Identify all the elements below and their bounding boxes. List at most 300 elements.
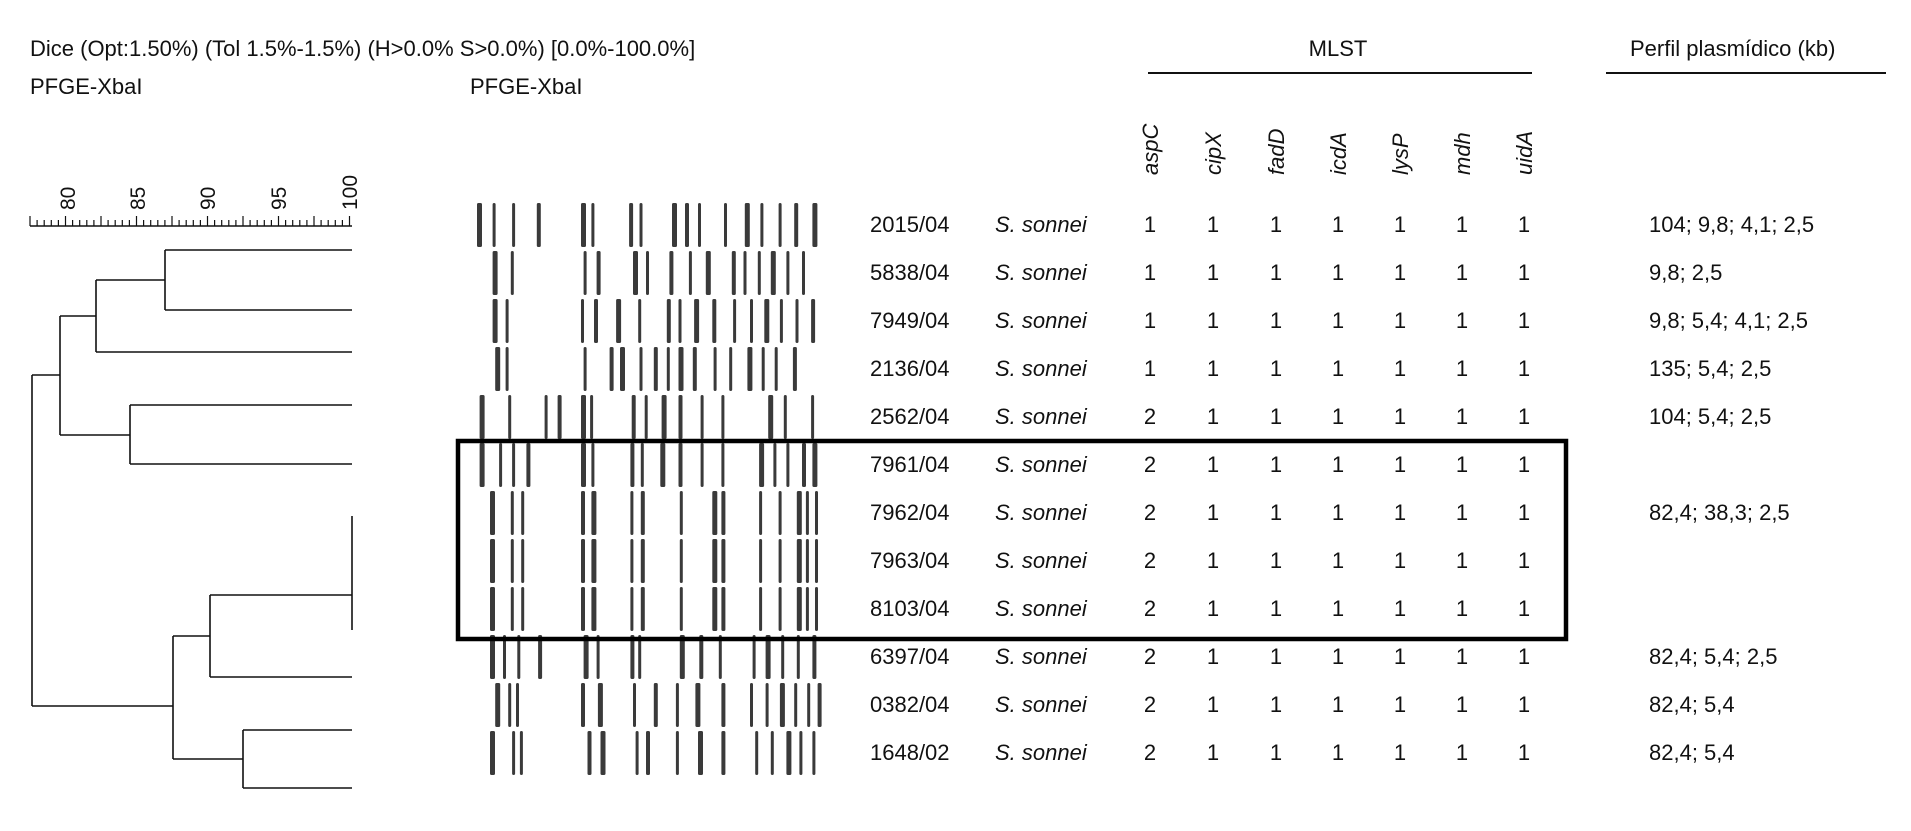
mlst-allele: 1 (1393, 740, 1407, 765)
mlst-allele: 1 (1269, 596, 1283, 621)
gel-band (630, 443, 634, 487)
gel-band (667, 347, 670, 391)
gel-band (799, 731, 802, 775)
gel-band (744, 251, 747, 295)
gel-band (645, 395, 648, 439)
gel-band (641, 587, 645, 631)
gel-band (712, 539, 717, 583)
mlst-allele: 1 (1331, 740, 1345, 765)
mlst-allele: 1 (1517, 212, 1531, 237)
mlst-allele: 1 (1269, 452, 1283, 477)
gel-band (780, 299, 783, 343)
gel-band (581, 539, 585, 583)
gel-band (581, 203, 586, 247)
mlst-allele: 1 (1331, 212, 1345, 237)
scale-tick-label: 95 (268, 186, 291, 210)
mlst-gene-header: fadD (1264, 128, 1289, 175)
plasmid-profile-title: Perfil plasmídico (kb) (1630, 36, 1836, 61)
mlst-allele: 1 (1455, 452, 1469, 477)
mlst-allele: 1 (1393, 644, 1407, 669)
gel-band (759, 539, 762, 583)
gel-band (802, 443, 806, 487)
gel-band (630, 539, 633, 583)
gel-band (680, 491, 683, 535)
mlst-allele: 1 (1269, 644, 1283, 669)
mlst-allele: 1 (1331, 260, 1345, 285)
isolate-id: 0382/04 (870, 692, 950, 717)
gel-band (812, 203, 817, 247)
isolate-id: 7963/04 (870, 548, 950, 573)
gel-band (597, 251, 601, 295)
species-name: S. sonnei (995, 644, 1087, 669)
species-name: S. sonnei (995, 356, 1087, 381)
mlst-allele: 1 (1331, 548, 1345, 573)
gel-band (712, 299, 716, 343)
mlst-allele: 1 (1517, 548, 1531, 573)
gel-band (591, 491, 596, 535)
gel-band (584, 347, 587, 391)
gel-band (632, 395, 636, 439)
mlst-allele: 1 (1269, 404, 1283, 429)
gel-band (662, 395, 667, 439)
gel-band (545, 395, 548, 439)
gel-band (695, 683, 700, 727)
species-name: S. sonnei (995, 452, 1087, 477)
mlst-allele: 2 (1143, 452, 1157, 477)
gel-band (520, 731, 523, 775)
gel-band (511, 587, 514, 631)
gel-band (499, 443, 502, 487)
gel-band (806, 587, 809, 631)
mlst-allele: 1 (1143, 260, 1157, 285)
gel-band (477, 203, 482, 247)
mlst-gene-header: uidA (1512, 130, 1537, 175)
gel-band (733, 299, 736, 343)
gel-band (679, 299, 682, 343)
plasmid-profile: 82,4; 5,4; 2,5 (1649, 644, 1778, 669)
mlst-allele: 1 (1455, 500, 1469, 525)
gel-band (630, 635, 634, 679)
gel-band (480, 443, 485, 487)
gel-band (797, 491, 802, 535)
mlst-allele: 1 (1455, 740, 1469, 765)
gel-band (812, 443, 817, 487)
mlst-allele: 1 (1269, 500, 1283, 525)
gel-band (759, 443, 764, 487)
gel-band (654, 683, 658, 727)
gel-band (616, 299, 621, 343)
species-name: S. sonnei (995, 740, 1087, 765)
mlst-allele: 1 (1517, 500, 1531, 525)
gel-band (701, 395, 704, 439)
gel-band (793, 347, 797, 391)
gel-band (802, 251, 805, 295)
gel-band (590, 395, 593, 439)
gel-band (806, 539, 809, 583)
gel-band (620, 347, 625, 391)
gel-band (685, 203, 689, 247)
mlst-allele: 1 (1455, 644, 1469, 669)
gel-band (721, 683, 725, 727)
isolate-id: 2015/04 (870, 212, 950, 237)
gel-band (773, 443, 776, 487)
gel-band (490, 539, 495, 583)
isolate-id: 7949/04 (870, 308, 950, 333)
gel-band (796, 299, 799, 343)
gel-band (679, 395, 683, 439)
mlst-allele: 1 (1143, 356, 1157, 381)
mlst-allele: 1 (1517, 308, 1531, 333)
gel-band (781, 635, 784, 679)
gel-band (680, 539, 683, 583)
mlst-allele: 1 (1206, 500, 1220, 525)
gel-band (517, 635, 520, 679)
gel-band (584, 635, 589, 679)
gel-band (646, 731, 650, 775)
gel-band (786, 731, 791, 775)
gel-band (732, 251, 736, 295)
gel-band (493, 203, 496, 247)
gel-band (812, 731, 815, 775)
mlst-allele: 1 (1206, 452, 1220, 477)
gel-band (667, 299, 671, 343)
gel-band (794, 203, 798, 247)
mlst-gene-header: cipX (1201, 132, 1226, 175)
gel-band (591, 443, 594, 487)
mlst-allele: 1 (1455, 260, 1469, 285)
gel-band (654, 347, 658, 391)
mlst-allele: 1 (1393, 596, 1407, 621)
gel-band (755, 731, 758, 775)
gel-band (689, 251, 692, 295)
gel-band (641, 491, 645, 535)
gel-band (764, 299, 769, 343)
mlst-allele: 1 (1393, 308, 1407, 333)
mlst-allele: 1 (1206, 644, 1220, 669)
gel-band (597, 635, 600, 679)
gel-band (508, 395, 511, 439)
gel-band (721, 731, 725, 775)
gel-band (581, 587, 585, 631)
gel-band (753, 635, 756, 679)
gel-band (538, 635, 542, 679)
mlst-allele: 1 (1331, 500, 1345, 525)
gel-band (811, 395, 814, 439)
mlst-allele: 2 (1143, 644, 1157, 669)
gel-band (786, 251, 789, 295)
mlst-allele: 1 (1206, 356, 1220, 381)
mlst-allele: 1 (1517, 740, 1531, 765)
mlst-allele: 1 (1206, 548, 1220, 573)
species-name: S. sonnei (995, 308, 1087, 333)
mlst-allele: 1 (1393, 404, 1407, 429)
gel-band (750, 683, 753, 727)
gel-band (701, 443, 704, 487)
gel-band (721, 587, 725, 631)
cluster-highlight-box (458, 441, 1566, 639)
gel-band (638, 635, 641, 679)
gel-band (581, 299, 584, 343)
mlst-allele: 1 (1393, 212, 1407, 237)
plasmid-profile: 135; 5,4; 2,5 (1649, 356, 1772, 381)
mlst-allele: 1 (1269, 740, 1283, 765)
scale-tick-label: 90 (197, 186, 220, 210)
plasmid-profile: 9,8; 2,5 (1649, 260, 1723, 285)
scale-tick-label: 80 (57, 186, 80, 210)
gel-band (493, 251, 498, 295)
mlst-allele: 1 (1269, 260, 1283, 285)
mlst-allele: 1 (1331, 644, 1345, 669)
mlst-allele: 1 (1455, 692, 1469, 717)
gel-band (669, 251, 673, 295)
mlst-allele: 1 (1393, 548, 1407, 573)
gel-band (766, 683, 769, 727)
mlst-allele: 1 (1269, 548, 1283, 573)
gel-band (698, 203, 701, 247)
plasmid-profile: 82,4; 5,4 (1649, 740, 1735, 765)
mlst-allele: 1 (1206, 212, 1220, 237)
gel-band (591, 539, 596, 583)
gel-band (759, 587, 762, 631)
mlst-allele: 1 (1206, 596, 1220, 621)
plasmid-profile: 9,8; 5,4; 4,1; 2,5 (1649, 308, 1809, 333)
mlst-allele: 1 (1393, 356, 1407, 381)
isolate-id: 8103/04 (870, 596, 950, 621)
species-name: S. sonnei (995, 692, 1087, 717)
gel-band (512, 731, 515, 775)
mlst-allele: 1 (1269, 308, 1283, 333)
gel-band (699, 635, 703, 679)
gel-band (641, 443, 644, 487)
gel-band (775, 347, 778, 391)
gel-band (584, 251, 587, 295)
dice-parameters: Dice (Opt:1.50%) (Tol 1.5%-1.5%) (H>0.0% S>0.0%) [0.0%-100.0%] (30, 36, 696, 61)
gel-band (521, 587, 524, 631)
gel-band (610, 347, 614, 391)
gel-band (794, 683, 797, 727)
gel-band (747, 347, 752, 391)
gel-band (721, 539, 725, 583)
gel-band (591, 203, 594, 247)
mlst-allele: 2 (1143, 548, 1157, 573)
mlst-allele: 1 (1517, 356, 1531, 381)
gel-band (646, 251, 649, 295)
species-name: S. sonnei (995, 212, 1087, 237)
mlst-allele: 2 (1143, 692, 1157, 717)
mlst-allele: 1 (1331, 452, 1345, 477)
gel-band (797, 635, 800, 679)
species-name: S. sonnei (995, 500, 1087, 525)
gel-band (693, 347, 697, 391)
gel-band (797, 587, 802, 631)
gel-band (784, 395, 787, 439)
mlst-allele: 2 (1143, 500, 1157, 525)
mlst-allele: 1 (1269, 692, 1283, 717)
gel-band (512, 443, 515, 487)
mlst-allele: 1 (1143, 212, 1157, 237)
mlst-allele: 1 (1206, 692, 1220, 717)
mlst-allele: 1 (1206, 260, 1220, 285)
gel-band (495, 683, 500, 727)
gel-band (724, 203, 727, 247)
gel-band (780, 683, 785, 727)
plasmid-profile: 82,4; 38,3; 2,5 (1649, 500, 1790, 525)
mlst-allele: 1 (1455, 308, 1469, 333)
gel-band (506, 299, 509, 343)
gel-band (779, 491, 782, 535)
gel-band (630, 491, 633, 535)
gel-band (558, 395, 562, 439)
gel-band (636, 731, 639, 775)
gel-band (815, 539, 818, 583)
gel-band (480, 395, 485, 439)
gel-band (714, 347, 717, 391)
gel-band (694, 299, 699, 343)
mlst-allele: 1 (1517, 452, 1531, 477)
gel-band (779, 203, 782, 247)
gel-band (811, 299, 815, 343)
isolate-id: 6397/04 (870, 644, 950, 669)
gel-band (797, 539, 802, 583)
gel-band (594, 299, 598, 343)
gel-band (511, 491, 514, 535)
isolate-id: 2562/04 (870, 404, 950, 429)
gel-band (526, 443, 530, 487)
gel-band (760, 203, 763, 247)
gel-band (771, 731, 774, 775)
isolate-id: 1648/02 (870, 740, 950, 765)
gel-band (779, 587, 782, 631)
species-name: S. sonnei (995, 404, 1087, 429)
gel-band (660, 443, 665, 487)
gel-band (591, 587, 596, 631)
mlst-allele: 1 (1455, 356, 1469, 381)
scale-tick-label: 100 (339, 174, 362, 210)
mlst-allele: 1 (1269, 212, 1283, 237)
gel-band (490, 731, 495, 775)
plasmid-profile: 104; 5,4; 2,5 (1649, 404, 1772, 429)
mlst-allele: 1 (1331, 596, 1345, 621)
gel-band (815, 491, 818, 535)
gel-band (768, 395, 773, 439)
gel-band (721, 443, 724, 487)
gel-band (638, 299, 641, 343)
gel-band (641, 539, 645, 583)
plasmid-profile: 104; 9,8; 4,1; 2,5 (1649, 212, 1815, 237)
mlst-allele: 1 (1455, 404, 1469, 429)
gel-band (581, 395, 586, 439)
mlst-allele: 1 (1206, 404, 1220, 429)
mlst-allele: 1 (1517, 596, 1531, 621)
species-name: S. sonnei (995, 260, 1087, 285)
mlst-allele: 1 (1331, 692, 1345, 717)
dendrogram-method-label: PFGE-XbaI (30, 74, 143, 99)
gel-band (750, 299, 753, 343)
isolate-id: 2136/04 (870, 356, 950, 381)
mlst-allele: 1 (1517, 260, 1531, 285)
mlst-allele: 1 (1269, 356, 1283, 381)
gel-band (495, 347, 500, 391)
species-name: S. sonnei (995, 548, 1087, 573)
gel-band (712, 587, 717, 631)
gel-band (680, 635, 685, 679)
gel-band (581, 443, 586, 487)
mlst-allele: 1 (1455, 212, 1469, 237)
gel-method-label: PFGE-XbaI (470, 74, 583, 99)
gel-band (721, 491, 725, 535)
gel-band (812, 635, 816, 679)
gel-band (490, 491, 495, 535)
isolate-id: 7962/04 (870, 500, 950, 525)
gel-band (712, 491, 717, 535)
gel-band (512, 203, 515, 247)
mlst-allele: 2 (1143, 740, 1157, 765)
gel-band (581, 683, 585, 727)
gel-band (521, 491, 524, 535)
mlst-allele: 1 (1517, 692, 1531, 717)
gel-band (762, 347, 765, 391)
gel-band (630, 587, 633, 631)
gel-band (676, 683, 679, 727)
gel-band (581, 491, 585, 535)
gel-band (508, 683, 511, 727)
mlst-allele: 1 (1455, 596, 1469, 621)
scale-tick-label: 85 (127, 186, 150, 210)
gel-band (493, 299, 498, 343)
mlst-allele: 1 (1393, 692, 1407, 717)
gel-band (521, 539, 524, 583)
isolate-id: 7961/04 (870, 452, 950, 477)
mlst-title: MLST (1308, 36, 1368, 61)
mlst-allele: 1 (1206, 308, 1220, 333)
gel-band (679, 443, 683, 487)
gel-band (680, 587, 683, 631)
gel-band (679, 347, 684, 391)
gel-band (786, 443, 789, 487)
gel-band (729, 347, 732, 391)
mlst-allele: 1 (1331, 404, 1345, 429)
mlst-gene-header: mdh (1450, 132, 1475, 175)
species-name: S. sonnei (995, 596, 1087, 621)
gel-band (806, 491, 809, 535)
gel-band (490, 635, 495, 679)
gel-band (672, 203, 677, 247)
mlst-allele: 1 (1393, 260, 1407, 285)
gel-band (779, 539, 782, 583)
gel-band (807, 683, 810, 727)
gel-band (640, 203, 643, 247)
gel-band (771, 251, 776, 295)
mlst-gene-header: lysP (1388, 133, 1413, 175)
gel-band (601, 731, 606, 775)
gel-band (516, 683, 519, 727)
mlst-allele: 1 (1143, 308, 1157, 333)
gel-band (815, 587, 818, 631)
gel-band (511, 251, 514, 295)
mlst-allele: 1 (1393, 452, 1407, 477)
gel-band (633, 683, 636, 727)
mlst-allele: 1 (1517, 644, 1531, 669)
gel-band (698, 731, 703, 775)
gel-band (766, 635, 771, 679)
mlst-allele: 2 (1143, 596, 1157, 621)
gel-band (490, 587, 495, 631)
gel-band (506, 347, 509, 391)
gel-band (745, 203, 750, 247)
mlst-allele: 1 (1393, 500, 1407, 525)
gel-band (633, 251, 638, 295)
gel-band (503, 635, 506, 679)
